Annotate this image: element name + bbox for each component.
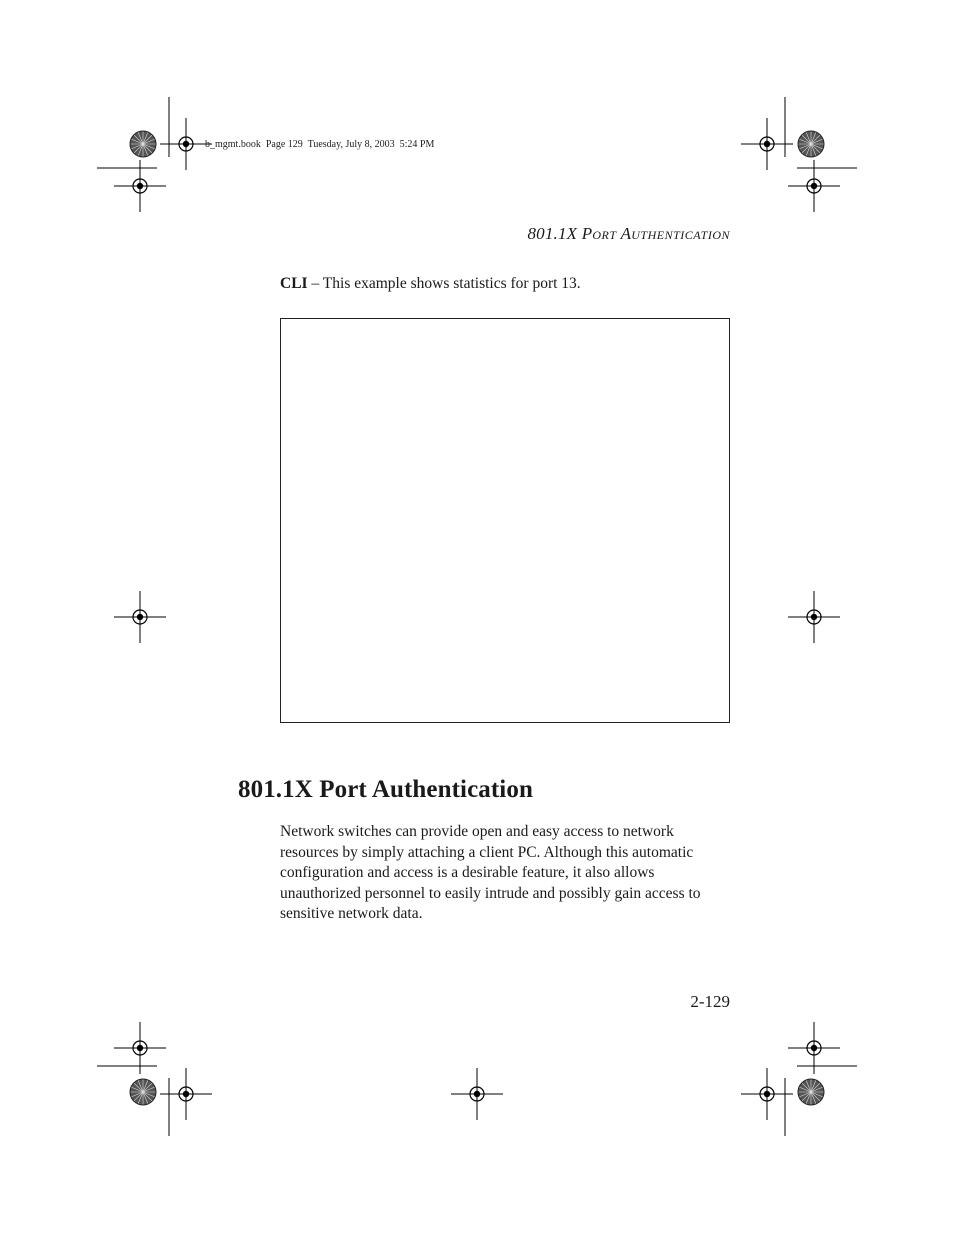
cli-intro-text: – This example shows statistics for port 13. (307, 275, 581, 292)
running-head-smallcaps-ort: ORT (592, 228, 617, 242)
section-title: 801.1X Port Authentication (238, 776, 533, 803)
running-head-initial-p: P (581, 224, 593, 243)
body-paragraph: Network switches can provide open and easy access to network resources by simply attaching a client PC. Although this automatic configuration and access is a desirable feature, it also allows unauthorized personnel to easily intrude and possibly gain access to sensitive network data. (280, 823, 701, 922)
cli-intro (280, 275, 581, 293)
print-slug-line: b_mgmt.book Page 129 Tuesday, July 8, 2003 5:24 PM (205, 139, 435, 150)
starburst-mark-bottom-left (130, 1079, 156, 1105)
running-head-number: 801.1X (527, 224, 582, 243)
running-head-smallcaps-uthentication: UTHENTICATION (631, 228, 730, 242)
cli-example-box (280, 318, 730, 723)
running-head-initial-a: A (620, 224, 632, 243)
registration-mark-bottom-left (160, 1068, 212, 1120)
running-head (527, 224, 730, 244)
registration-mark-right-middle (788, 591, 840, 643)
registration-mark-bottom-center (451, 1068, 503, 1120)
starburst-mark-top-right (798, 131, 824, 157)
cli-label: CLI (280, 275, 308, 292)
page-number: 2-129 (690, 992, 730, 1011)
starburst-mark-bottom-right (798, 1079, 824, 1105)
registration-mark-left-middle (114, 591, 166, 643)
starburst-mark-top-left (130, 131, 156, 157)
